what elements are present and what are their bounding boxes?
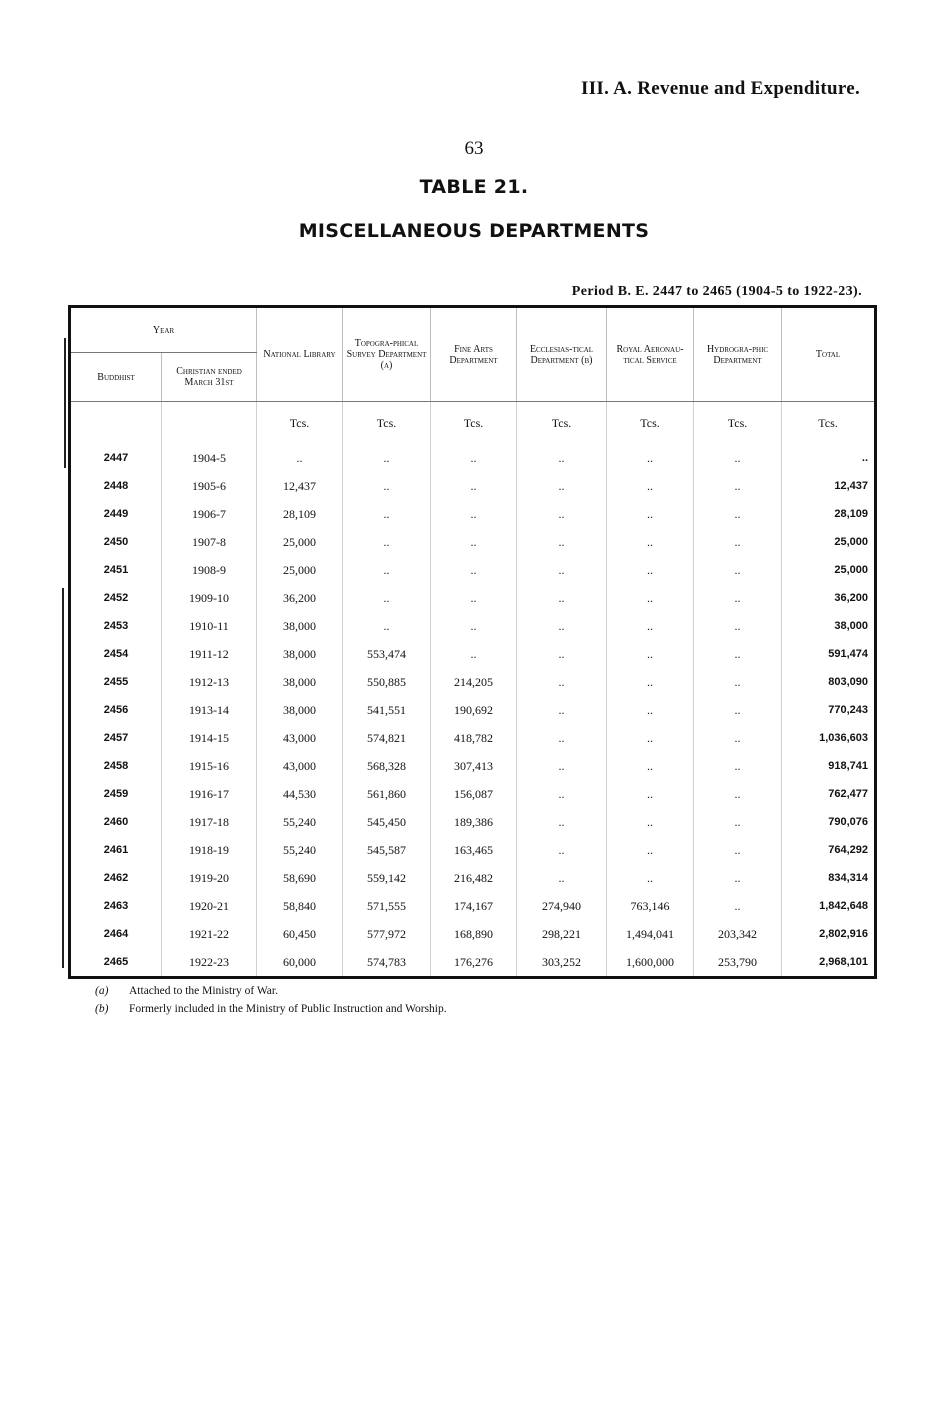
cell-topographical: 541,551 xyxy=(343,696,431,724)
cell-topographical: .. xyxy=(343,444,431,472)
cell-royal-aeronautical: .. xyxy=(607,444,694,472)
table-row xyxy=(70,444,876,472)
cell-hydrographic: .. xyxy=(694,780,782,808)
unit-cell: Tcs. xyxy=(517,402,607,445)
cell-hydrographic: .. xyxy=(694,584,782,612)
cell-hydrographic: .. xyxy=(694,612,782,640)
cell-ecclesiastical: 303,252 xyxy=(517,948,607,978)
cell-buddhist: 2449 xyxy=(103,508,129,520)
cell-christian: 1920-21 xyxy=(162,892,257,920)
cell-fine-arts: 190,692 xyxy=(431,696,517,724)
cell-royal-aeronautical: .. xyxy=(607,864,694,892)
cell-royal-aeronautical: .. xyxy=(607,640,694,668)
cell-topographical: 545,587 xyxy=(343,836,431,864)
cell-total: 770,243 xyxy=(782,696,876,724)
cell-ecclesiastical: .. xyxy=(517,556,607,584)
cell-total: 12,437 xyxy=(782,472,876,500)
cell-total: 764,292 xyxy=(782,836,876,864)
table-row xyxy=(70,612,876,640)
cell-national-library: 25,000 xyxy=(257,556,343,584)
table-title: TABLE 21. xyxy=(419,176,529,198)
cell-hydrographic: .. xyxy=(694,668,782,696)
cell-christian: 1914-15 xyxy=(162,724,257,752)
cell-buddhist: 2461 xyxy=(103,844,129,856)
margin-scan-mark xyxy=(64,338,66,468)
unit-cell-empty xyxy=(162,402,257,445)
cell-fine-arts: 163,465 xyxy=(431,836,517,864)
cell-total: 2,802,916 xyxy=(782,920,876,948)
unit-cell: Tcs. xyxy=(694,402,782,445)
col-fine-arts: Fine Arts Department xyxy=(431,307,517,402)
cell-national-library: 38,000 xyxy=(257,668,343,696)
cell-topographical: 561,860 xyxy=(343,780,431,808)
footnote-text: Attached to the Ministry of War. xyxy=(129,985,278,997)
unit-cell-empty xyxy=(70,402,162,445)
cell-fine-arts: 168,890 xyxy=(431,920,517,948)
col-royal-aeronautical: Royal Aeronau-tical Service xyxy=(607,307,694,402)
cell-fine-arts: .. xyxy=(431,612,517,640)
cell-ecclesiastical: .. xyxy=(517,472,607,500)
table-row xyxy=(70,864,876,892)
cell-national-library: 12,437 xyxy=(257,472,343,500)
cell-christian: 1910-11 xyxy=(162,612,257,640)
cell-royal-aeronautical: 1,494,041 xyxy=(607,920,694,948)
cell-topographical: .. xyxy=(343,528,431,556)
cell-buddhist: 2463 xyxy=(103,900,129,912)
cell-buddhist: 2462 xyxy=(103,872,129,884)
cell-ecclesiastical: .. xyxy=(517,780,607,808)
table-row xyxy=(70,640,876,668)
cell-topographical: .. xyxy=(343,556,431,584)
cell-hydrographic: .. xyxy=(694,640,782,668)
cell-ecclesiastical: 298,221 xyxy=(517,920,607,948)
cell-royal-aeronautical: .. xyxy=(607,836,694,864)
table-row xyxy=(70,500,876,528)
cell-fine-arts: 214,205 xyxy=(431,668,517,696)
cell-fine-arts: .. xyxy=(431,528,517,556)
cell-royal-aeronautical: .. xyxy=(607,528,694,556)
cell-topographical: 545,450 xyxy=(343,808,431,836)
cell-christian: 1904-5 xyxy=(162,444,257,472)
cell-christian: 1922-23 xyxy=(162,948,257,978)
col-ecclesiastical: Ecclesias-tical Department (b) xyxy=(517,307,607,402)
cell-buddhist: 2454 xyxy=(103,648,129,660)
cell-ecclesiastical: .. xyxy=(517,640,607,668)
margin-scan-mark xyxy=(62,588,64,968)
footnote-mark: (b) xyxy=(95,1003,109,1015)
cell-total: 1,842,648 xyxy=(782,892,876,920)
cell-national-library: 58,690 xyxy=(257,864,343,892)
cell-national-library: 44,530 xyxy=(257,780,343,808)
footnote-b xyxy=(95,1000,447,1018)
cell-christian: 1912-13 xyxy=(162,668,257,696)
cell-christian: 1911-12 xyxy=(162,640,257,668)
cell-fine-arts: .. xyxy=(431,444,517,472)
table-row xyxy=(70,472,876,500)
page-number: 63 xyxy=(464,138,484,159)
table-row xyxy=(70,556,876,584)
cell-total: 38,000 xyxy=(782,612,876,640)
cell-royal-aeronautical: .. xyxy=(607,780,694,808)
cell-hydrographic: .. xyxy=(694,836,782,864)
cell-christian: 1913-14 xyxy=(162,696,257,724)
footnote-text: Formerly included in the Ministry of Public Instruction and Worship. xyxy=(129,1003,447,1015)
cell-total: 36,200 xyxy=(782,584,876,612)
cell-buddhist: 2450 xyxy=(103,536,129,548)
table-row xyxy=(70,836,876,864)
cell-christian: 1906-7 xyxy=(162,500,257,528)
cell-buddhist: 2455 xyxy=(103,676,129,688)
col-total: Total xyxy=(782,307,876,402)
table-row xyxy=(70,696,876,724)
cell-topographical: 550,885 xyxy=(343,668,431,696)
cell-buddhist: 2447 xyxy=(103,452,129,464)
cell-buddhist: 2464 xyxy=(103,928,129,940)
unit-cell: Tcs. xyxy=(782,402,876,445)
cell-hydrographic: .. xyxy=(694,500,782,528)
cell-fine-arts: .. xyxy=(431,584,517,612)
cell-christian: 1917-18 xyxy=(162,808,257,836)
cell-topographical: 577,972 xyxy=(343,920,431,948)
cell-hydrographic: .. xyxy=(694,472,782,500)
unit-cell: Tcs. xyxy=(607,402,694,445)
cell-total: 28,109 xyxy=(782,500,876,528)
table-row xyxy=(70,808,876,836)
col-hydrographic: Hydrogra-phic Department xyxy=(694,307,782,402)
cell-fine-arts: 176,276 xyxy=(431,948,517,978)
cell-buddhist: 2452 xyxy=(103,592,129,604)
cell-national-library: 38,000 xyxy=(257,696,343,724)
cell-national-library: 55,240 xyxy=(257,808,343,836)
cell-royal-aeronautical: 763,146 xyxy=(607,892,694,920)
cell-hydrographic: 203,342 xyxy=(694,920,782,948)
table-row xyxy=(70,780,876,808)
cell-topographical: .. xyxy=(343,612,431,640)
unit-cell: Tcs. xyxy=(431,402,517,445)
table-row xyxy=(70,920,876,948)
cell-ecclesiastical: .. xyxy=(517,500,607,528)
cell-hydrographic: .. xyxy=(694,752,782,780)
col-year: Year xyxy=(70,307,257,353)
cell-national-library: 36,200 xyxy=(257,584,343,612)
cell-fine-arts: .. xyxy=(431,500,517,528)
cell-hydrographic: .. xyxy=(694,556,782,584)
cell-royal-aeronautical: .. xyxy=(607,752,694,780)
cell-total: 803,090 xyxy=(782,668,876,696)
cell-hydrographic: .. xyxy=(694,696,782,724)
cell-hydrographic: .. xyxy=(694,724,782,752)
cell-national-library: 43,000 xyxy=(257,752,343,780)
cell-topographical: 574,821 xyxy=(343,724,431,752)
cell-national-library: 60,450 xyxy=(257,920,343,948)
cell-fine-arts: .. xyxy=(431,472,517,500)
cell-total: 591,474 xyxy=(782,640,876,668)
cell-christian: 1916-17 xyxy=(162,780,257,808)
cell-national-library: 25,000 xyxy=(257,528,343,556)
unit-cell: Tcs. xyxy=(257,402,343,445)
table-subtitle: MISCELLANEOUS DEPARTMENTS xyxy=(298,220,650,242)
col-topographical: Topogra-phical Survey Department (a) xyxy=(343,307,431,402)
cell-total: .. xyxy=(782,444,876,472)
cell-ecclesiastical: .. xyxy=(517,444,607,472)
cell-total: 2,968,101 xyxy=(782,948,876,978)
cell-ecclesiastical: .. xyxy=(517,668,607,696)
cell-ecclesiastical: .. xyxy=(517,584,607,612)
cell-national-library: 28,109 xyxy=(257,500,343,528)
cell-fine-arts: 189,386 xyxy=(431,808,517,836)
table-row xyxy=(70,528,876,556)
cell-royal-aeronautical: .. xyxy=(607,808,694,836)
cell-buddhist: 2465 xyxy=(70,948,162,978)
cell-christian: 1909-10 xyxy=(162,584,257,612)
unit-row xyxy=(70,402,876,445)
cell-national-library: 38,000 xyxy=(257,640,343,668)
cell-ecclesiastical: .. xyxy=(517,836,607,864)
cell-ecclesiastical: .. xyxy=(517,612,607,640)
cell-royal-aeronautical: .. xyxy=(607,668,694,696)
cell-ecclesiastical: .. xyxy=(517,752,607,780)
footnote-mark: (a) xyxy=(95,985,109,997)
cell-national-library: 38,000 xyxy=(257,612,343,640)
cell-total: 1,036,603 xyxy=(782,724,876,752)
cell-ecclesiastical: 274,940 xyxy=(517,892,607,920)
cell-ecclesiastical: .. xyxy=(517,724,607,752)
cell-christian: 1907-8 xyxy=(162,528,257,556)
cell-christian: 1908-9 xyxy=(162,556,257,584)
cell-royal-aeronautical: .. xyxy=(607,612,694,640)
col-buddhist: Buddhist xyxy=(70,353,162,402)
cell-total: 918,741 xyxy=(782,752,876,780)
cell-buddhist: 2459 xyxy=(103,788,129,800)
table-row xyxy=(70,948,876,978)
cell-topographical: 568,328 xyxy=(343,752,431,780)
cell-topographical: 571,555 xyxy=(343,892,431,920)
cell-royal-aeronautical: .. xyxy=(607,472,694,500)
cell-royal-aeronautical: .. xyxy=(607,500,694,528)
cell-total: 790,076 xyxy=(782,808,876,836)
cell-hydrographic: 253,790 xyxy=(694,948,782,978)
cell-buddhist: 2451 xyxy=(103,564,129,576)
table-row xyxy=(70,668,876,696)
cell-topographical: .. xyxy=(343,584,431,612)
cell-buddhist: 2453 xyxy=(103,620,129,632)
cell-royal-aeronautical: .. xyxy=(607,724,694,752)
table-row xyxy=(70,892,876,920)
cell-national-library: 43,000 xyxy=(257,724,343,752)
cell-total: 762,477 xyxy=(782,780,876,808)
cell-hydrographic: .. xyxy=(694,444,782,472)
cell-topographical: .. xyxy=(343,472,431,500)
cell-hydrographic: .. xyxy=(694,528,782,556)
cell-royal-aeronautical: 1,600,000 xyxy=(607,948,694,978)
cell-total: 25,000 xyxy=(782,528,876,556)
footnote-a xyxy=(95,982,447,1000)
cell-fine-arts: .. xyxy=(431,640,517,668)
cell-fine-arts: 156,087 xyxy=(431,780,517,808)
table-row xyxy=(70,724,876,752)
cell-buddhist: 2448 xyxy=(103,480,129,492)
footnotes xyxy=(95,982,447,1018)
section-heading: III. A. Revenue and Expenditure. xyxy=(581,78,860,99)
cell-topographical: 574,783 xyxy=(343,948,431,978)
cell-christian: 1905-6 xyxy=(162,472,257,500)
cell-ecclesiastical: .. xyxy=(517,696,607,724)
cell-national-library: 58,840 xyxy=(257,892,343,920)
cell-ecclesiastical: .. xyxy=(517,864,607,892)
cell-christian: 1921-22 xyxy=(162,920,257,948)
cell-royal-aeronautical: .. xyxy=(607,696,694,724)
cell-buddhist: 2456 xyxy=(103,704,129,716)
col-national-library: National Library xyxy=(257,307,343,402)
cell-fine-arts: 174,167 xyxy=(431,892,517,920)
cell-buddhist: 2457 xyxy=(103,732,129,744)
table-row xyxy=(70,752,876,780)
cell-christian: 1915-16 xyxy=(162,752,257,780)
cell-total: 834,314 xyxy=(782,864,876,892)
cell-hydrographic: .. xyxy=(694,864,782,892)
cell-fine-arts: .. xyxy=(431,556,517,584)
cell-christian: 1918-19 xyxy=(162,836,257,864)
cell-topographical: 559,142 xyxy=(343,864,431,892)
cell-total: 25,000 xyxy=(782,556,876,584)
period-line: Period B. E. 2447 to 2465 (1904-5 to 1922-23). xyxy=(571,284,862,299)
cell-national-library: 55,240 xyxy=(257,836,343,864)
cell-royal-aeronautical: .. xyxy=(607,556,694,584)
unit-cell: Tcs. xyxy=(343,402,431,445)
cell-christian: 1919-20 xyxy=(162,864,257,892)
col-christian: Christian ended March 31st xyxy=(162,353,257,402)
cell-topographical: 553,474 xyxy=(343,640,431,668)
cell-national-library: 60,000 xyxy=(257,948,343,978)
cell-ecclesiastical: .. xyxy=(517,808,607,836)
cell-hydrographic: .. xyxy=(694,808,782,836)
table-row xyxy=(70,584,876,612)
cell-topographical: .. xyxy=(343,500,431,528)
expenditure-table xyxy=(68,305,877,979)
cell-hydrographic: .. xyxy=(694,892,782,920)
cell-fine-arts: 307,413 xyxy=(431,752,517,780)
cell-royal-aeronautical: .. xyxy=(607,584,694,612)
cell-buddhist: 2458 xyxy=(103,760,129,772)
cell-buddhist: 2460 xyxy=(103,816,129,828)
cell-national-library: .. xyxy=(257,444,343,472)
cell-ecclesiastical: .. xyxy=(517,528,607,556)
cell-fine-arts: 216,482 xyxy=(431,864,517,892)
cell-fine-arts: 418,782 xyxy=(431,724,517,752)
